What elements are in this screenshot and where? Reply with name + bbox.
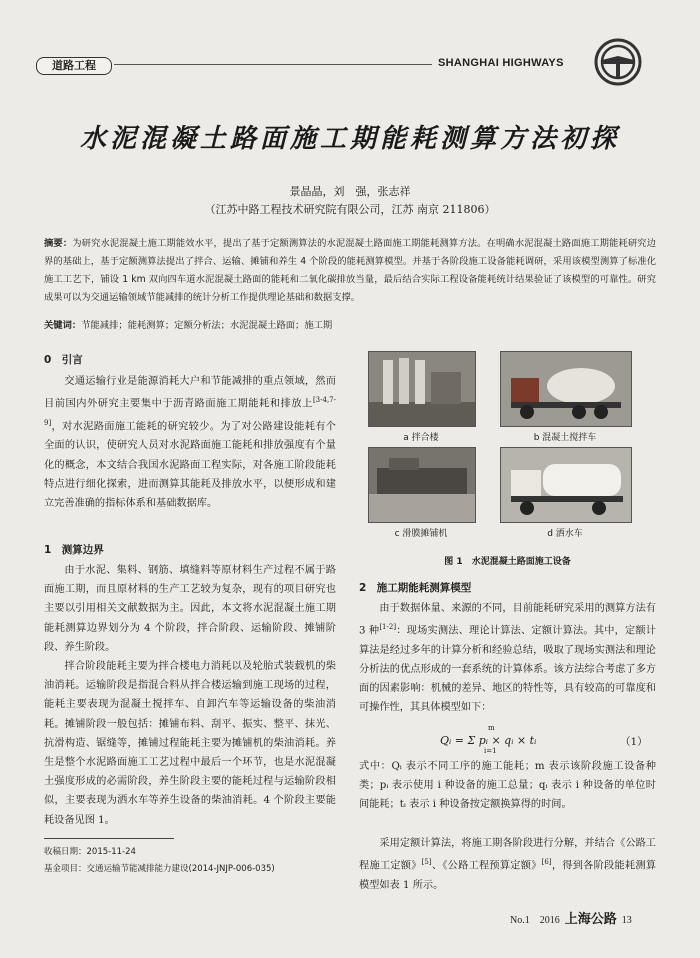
figure-caption-d: d 洒水车 xyxy=(547,529,583,539)
affiliation: （江苏中路工程技术研究院有限公司，江苏 南京 211806） xyxy=(204,203,496,216)
page-footer xyxy=(510,908,632,927)
keywords xyxy=(44,317,656,331)
journal-name-en: SHANGHAI HIGHWAYS xyxy=(438,57,564,69)
footnote-rule xyxy=(44,838,174,839)
keywords-text: 节能减排；能耗测算；定额分析法；水泥混凝土路面；施工期 xyxy=(81,320,333,331)
abstract-text: 为研究水泥混凝土施工期能效水平，提出了基于定额测算法的水泥混凝土路面施工期能耗测算方法。在明确水泥混凝土路面施工期能耗研究边界的基础上，基于定额测算法提出了拌合、运输、摊铺和养生 4 个阶段的能耗测算模型。并基于各阶段施工设备能耗调研，采用该模型测算了标准化施工工艺下，铺设 1 km 双向四车道水泥混凝土路面的能耗和二氧化碳排放当量，最后结合实际工程设备能耗统计结果验证了该模型的可靠性。研究成果可以为交通运输领域节能减排的统计分析工作提供理论基础和数据支撑。 xyxy=(44,238,656,303)
citation: [3-4,7-9] xyxy=(44,396,336,427)
figure-title: 图 1 水泥混凝土路面施工设备 xyxy=(444,557,571,567)
footnote-received: 收稿日期：2015-11-24 xyxy=(44,847,136,857)
figure-caption-c: c 滑膜摊铺机 xyxy=(394,529,448,539)
citation: [5] xyxy=(421,858,432,867)
figure-caption-b: b 混凝土搅拌车 xyxy=(533,433,597,443)
citation: [6] xyxy=(541,858,552,867)
section-2-paragraph-1 xyxy=(359,599,656,718)
section-1-heading: 1 测算边界 xyxy=(44,544,104,556)
citation: [1-2] xyxy=(379,623,397,632)
journal-logo-icon xyxy=(594,38,642,86)
figure-caption-a: a 拌合楼 xyxy=(403,433,439,443)
section-2-heading: 2 施工期能耗测算模型 xyxy=(359,582,472,594)
formula xyxy=(440,724,537,755)
figure-slipform-paver xyxy=(368,447,476,523)
formula-text: Qᵢ = Σ pᵢ × qᵢ × tᵢ xyxy=(440,734,537,747)
section-0-text-tail: ，对水泥路面施工能耗的研究较少。为了对公路建设能耗有个全面的认识，使研究人员对水泥路面施工能耗和排放强度有个量化的概念，本文结合我国水泥路面工程实际，对各施工阶段能耗特点进行细化探索，进而测算其能耗及排放水平，以便形成和建立完善准确的指标体系和基础数据库。 xyxy=(44,421,336,509)
journal-brand: 上海公路 xyxy=(564,912,617,927)
section-2-text-a: 由于数据体量、来源的不同，目前能耗研究采用的测算方法有 3 种 xyxy=(359,603,656,637)
section-0-heading: 0 引言 xyxy=(44,354,83,366)
section-2-paragraph-3 xyxy=(359,834,656,895)
figure-water-truck xyxy=(500,447,632,523)
section-1-paragraph-2: 拌合阶段能耗主要为拌合楼电力消耗以及轮胎式装载机的柴油消耗。运输阶段是指混合料从拌合楼运输到施工现场的过程，能耗主要表现为混凝土搅拌车、自卸汽车等运输设备的柴油消耗。摊铺阶段一般包括：摊铺布料、刮平、振实、整平、抹光、抗滑构造、锯缝等，摊铺过程能耗主要为摊铺机的柴油消耗。养生是整个水泥路面施工工艺过程中最后一个环节，也是水泥混凝土强度形成的必需阶段，养生阶段主要的能耗过程与运输阶段相似，主要表现为洒水车等养生设备的柴油消耗。4 个阶段主要能耗设备见图 1。 xyxy=(44,661,336,826)
paper-title: 水泥混凝土路面施工期能耗测算方法初探 xyxy=(79,124,620,154)
section-2-text-3c: ，得到各阶段能耗测算模型如表 1 所示。 xyxy=(359,860,657,891)
formula-sum-top: m xyxy=(488,724,495,732)
formula-number: （1） xyxy=(620,736,648,748)
section-2-paragraph-2: 式中：Qᵢ 表示不同工序的施工能耗；m 表示该阶段施工设备种类；pᵢ 表示使用 i 种设备的施工总量；qᵢ 表示 i 种设备的单位时间能耗；tᵢ 表示 i 种设备按定额换算得的时间。 xyxy=(359,761,656,811)
section-0-paragraph xyxy=(44,372,336,513)
section-tag: 道路工程 xyxy=(36,57,112,75)
footnote-fund: 基金项目：交通运输节能减排能力建设(2014-JNJP-006-035) xyxy=(44,864,275,874)
abstract xyxy=(44,235,656,307)
abstract-label: 摘要： xyxy=(44,238,73,249)
header-rule xyxy=(114,64,432,65)
section-1-paragraph-1: 由于水泥、集料、钢筋、填缝料等原材料生产过程不属于路面施工期，而且原材料的生产工艺较为复杂，现有的项目研究也主要以引用相关文献数据为主。因此，本文将水泥混凝土施工期能耗测算边界划分为 4 个阶段，拌合阶段、运输阶段、摊铺阶段、养生阶段。 xyxy=(44,565,336,653)
authors: 景晶晶，刘 强，张志祥 xyxy=(289,185,411,198)
section-2-text-3b: 、《公路工程预算定额》 xyxy=(431,860,542,872)
section-2-text-b: ：现场实测法、理论计算法、定额计算法。其中，定额计算法是经过多年的计算分析和经验总结，吸取了现场实测法和理论分析法的优点形成的一套系统的计算体系。该方法综合考虑了多方面的因素影响：机械的差异、地区的特性等，具有较高的可靠度和可操作性，其具体模型如下： xyxy=(359,625,656,714)
page-number: 13 xyxy=(621,915,632,926)
figure-mixing-plant xyxy=(368,351,476,427)
figure-mixer-truck xyxy=(500,351,632,427)
section-0-text: 交通运输行业是能源消耗大户和节能减排的重点领域，然而目前国内外研究主要集中于沥青路面施工期能耗和排放上 xyxy=(44,376,336,410)
section-2-text-3a: 采用定额计算法，将施工期各阶段进行分解，并结合《公路工程施工定额》 xyxy=(359,838,656,872)
keywords-label: 关键词： xyxy=(44,320,82,331)
issue-number: No.1 2016 xyxy=(510,915,560,926)
formula-sum-bottom: i=1 xyxy=(484,747,497,755)
